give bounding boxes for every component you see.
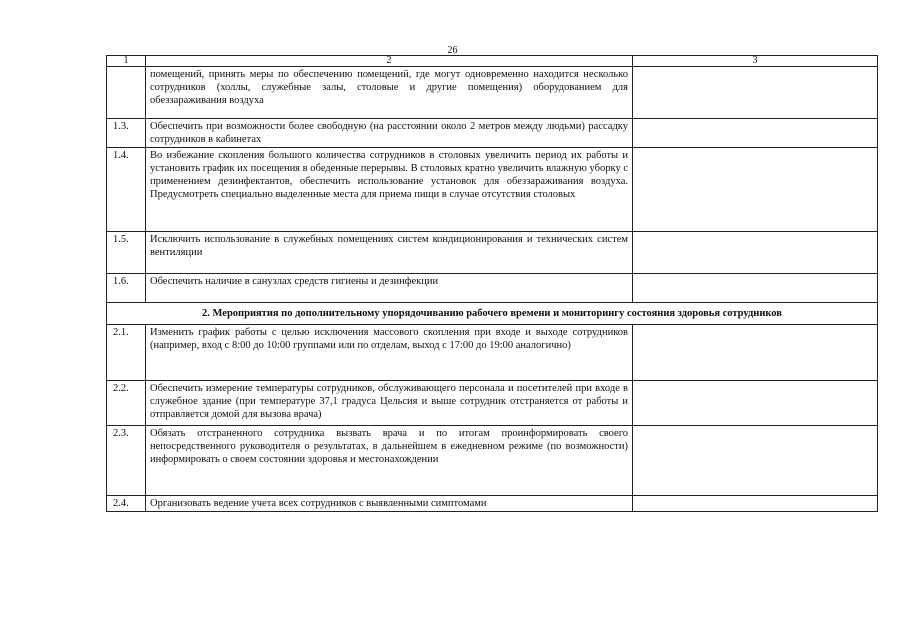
row-text: Организовать ведение учета всех сотрудников с выявленными симптомами [146,496,633,512]
row-number: 2.1. [107,325,146,381]
row-number: 2.3. [107,426,146,496]
row-col3 [633,274,878,303]
row-col3 [633,67,878,119]
row-number: 2.4. [107,496,146,512]
row-text: Изменить график работы с целью исключения массового скопления при входе и выходе сотрудников (например, вход с 8:00 до 10:00 группами или по отделам, выход с 17:00 до 19:00 аналогично) [146,325,633,381]
row-number: 1.5. [107,232,146,274]
table-row [107,426,878,496]
row-col3 [633,496,878,512]
table-row [107,119,878,148]
section-row [107,303,878,325]
table-row [107,496,878,512]
row-text: помещений, принять меры по обеспечению помещений, где могут одновременно находится несколько сотрудников (холлы, служебные залы, столовые и другие помещения) оборудованием для обеззараживания воздуха [146,67,633,119]
measures-table [106,55,878,512]
row-number: 1.3. [107,119,146,148]
row-col3 [633,325,878,381]
table-row [107,232,878,274]
section-title: 2. Мероприятия по дополнительному упорядочиванию рабочего времени и мониторингу состояния здоровья сотрудников [107,303,878,325]
column-header: 3 [633,56,878,67]
row-col3 [633,426,878,496]
column-header: 1 [107,56,146,67]
row-number: 1.4. [107,148,146,232]
row-col3 [633,148,878,232]
table-row [107,325,878,381]
row-col3 [633,381,878,426]
row-col3 [633,119,878,148]
row-text: Во избежание скопления большого количества сотрудников в столовых увеличить период их работы и установить график их посещения в обеденные перерывы. В столовых кратно увеличить влажную уборку с применением дезинфектантов, обеспечить использование установок для обеззараживания воздуха. Предусмотреть специально выделенные места для приема пищи в случае отсутствия столовых [146,148,633,232]
row-text: Исключить использование в служебных помещениях систем кондиционирования и технических систем вентиляции [146,232,633,274]
row-text: Обеспечить наличие в санузлах средств гигиены и дезинфекции [146,274,633,303]
row-text: Обязать отстраненного сотрудника вызвать врача и по итогам проинформировать своего непосредственного руководителя о результатах, в дальнейшем в ежедневном режиме (по возможности) информировать о своем состоянии здоровья и местонахождении [146,426,633,496]
table-row [107,148,878,232]
row-text: Обеспечить измерение температуры сотрудников, обслуживающего персонала и посетителей при входе в служебное здание (при температуре 37,1 градуса Цельсия и выше сотрудник отстраняется от работы и отправляется домой для вызова врача) [146,381,633,426]
page-number: 26 [447,45,458,56]
row-number: 1.6. [107,274,146,303]
row-number: 2.2. [107,381,146,426]
table-header-row [107,56,878,67]
row-text: Обеспечить при возможности более свободную (на расстоянии около 2 метров между людьми) рассадку сотрудников в кабинетах [146,119,633,148]
table-row [107,67,878,119]
table-row [107,274,878,303]
row-col3 [633,232,878,274]
table-row [107,381,878,426]
column-header: 2 [146,56,633,67]
row-number [107,67,146,119]
